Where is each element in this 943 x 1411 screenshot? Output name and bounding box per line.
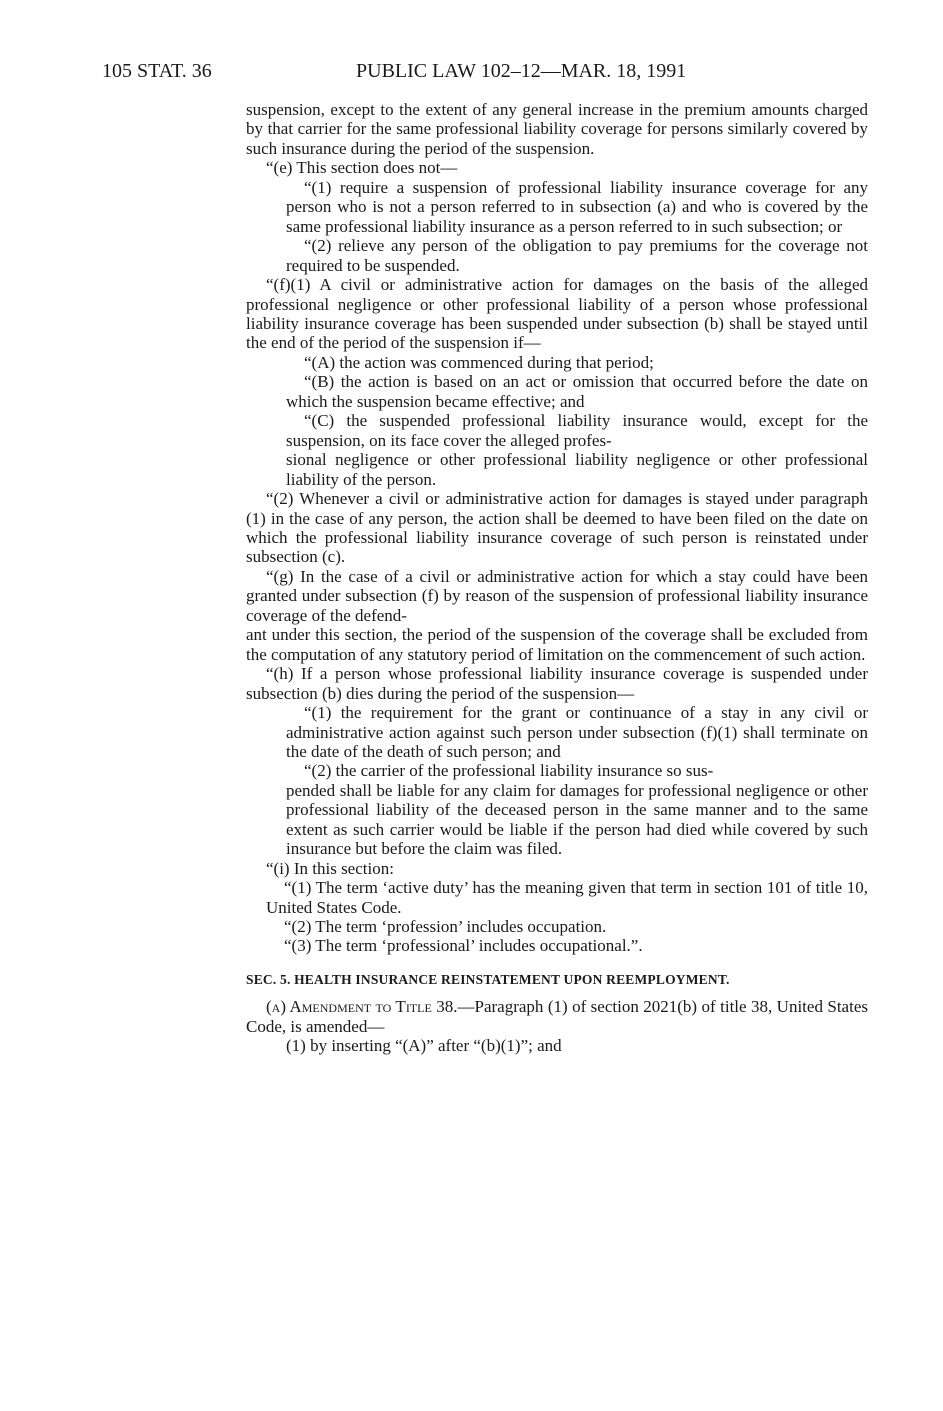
paragraph: “(h) If a person whose professional liability insurance coverage is suspended under subsection (b) dies during the period of the suspension— [246, 664, 868, 703]
paragraph: sional negligence or other professional liability negligence or other professional liability of the person. [286, 450, 868, 489]
amendment-item: (1) by inserting “(A)” after “(b)(1)”; and [286, 1036, 562, 1056]
paragraph: “(g) In the case of a civil or administrative action for which a stay could have been granted under subsection (f) by reason of the suspension of professional liability insurance coverage of the defend- [246, 566, 868, 625]
amendment-label: (a) Amendment to Title 38. [266, 997, 458, 1017]
paragraph: “(e) This section does not— [266, 158, 458, 178]
amendment-text: —Paragraph (1) of section 2021(b) of title 38, United States Code, is amended— [246, 997, 868, 1036]
paragraph: “(1) The term ‘active duty’ has the meaning given that term in section 101 of title 10, United States Code. [266, 878, 868, 917]
amendment-paragraph [246, 997, 868, 1036]
paragraph: “(1) the requirement for the grant or continuance of a stay in any civil or administrative action against such person under subsection (f)(1) shall terminate on the date of the death of such person; and [286, 703, 868, 761]
statute-text [246, 100, 868, 1056]
paragraph: “(2) the carrier of the professional liability insurance so sus- [304, 761, 714, 781]
paragraph: “(2) Whenever a civil or administrative action for damages is stayed under paragraph (1) in the case of any person, the action shall be deemed to have been filed on the date on which the professional liability insurance coverage of such person is reinstated under subsection (c). [246, 489, 868, 567]
paragraph: “(2) The term ‘profession’ includes occupation. [284, 917, 607, 937]
public-law-title: PUBLIC LAW 102–12—MAR. 18, 1991 [356, 60, 687, 82]
stat-page-number: 105 STAT. 36 [102, 60, 212, 82]
paragraph: “(A) the action was commenced during that period; [304, 352, 654, 372]
running-head [102, 56, 742, 86]
paragraph: “(C) the suspended professional liability insurance would, except for the suspension, on its face cover the alleged profes- [286, 411, 868, 450]
paragraph: “(2) relieve any person of the obligation to pay premiums for the coverage not required to be suspended. [286, 236, 868, 275]
paragraph: ant under this section, the period of the suspension of the coverage shall be excluded from the computation of any statutory period of limitation on the commencement of such action. [246, 625, 868, 664]
paragraph: suspension, except to the extent of any general increase in the premium amounts charged by that carrier for the same professional liability coverage for persons similarly covered by such insurance during the period of the suspension. [246, 100, 868, 158]
paragraph: “(1) require a suspension of professional liability insurance coverage for any person who is not a person referred to in subsection (a) and who is covered by the same professional liability insurance as a person referred to in such subsection; or [286, 177, 868, 236]
paragraph: “(3) The term ‘professional’ includes occupational.”. [284, 936, 643, 956]
paragraph: “(B) the action is based on an act or omission that occurred before the date on which the suspension became effective; and [286, 372, 868, 411]
paragraph: “(f)(1) A civil or administrative action for damages on the basis of the alleged professional negligence or other professional liability of a person whose professional liability insurance coverage has been suspended under subsection (b) shall be stayed until the end of the period of the suspension if— [246, 275, 868, 353]
section-heading: SEC. 5. HEALTH INSURANCE REINSTATEMENT UPON REEMPLOYMENT. [246, 971, 730, 987]
paragraph: pended shall be liable for any claim for damages for professional negligence or other professional liability of the deceased person in the same manner and to the same extent as such carrier would be liable if the person had died while covered by such insurance but before the claim was filed. [286, 780, 868, 859]
paragraph: “(i) In this section: [266, 858, 394, 878]
